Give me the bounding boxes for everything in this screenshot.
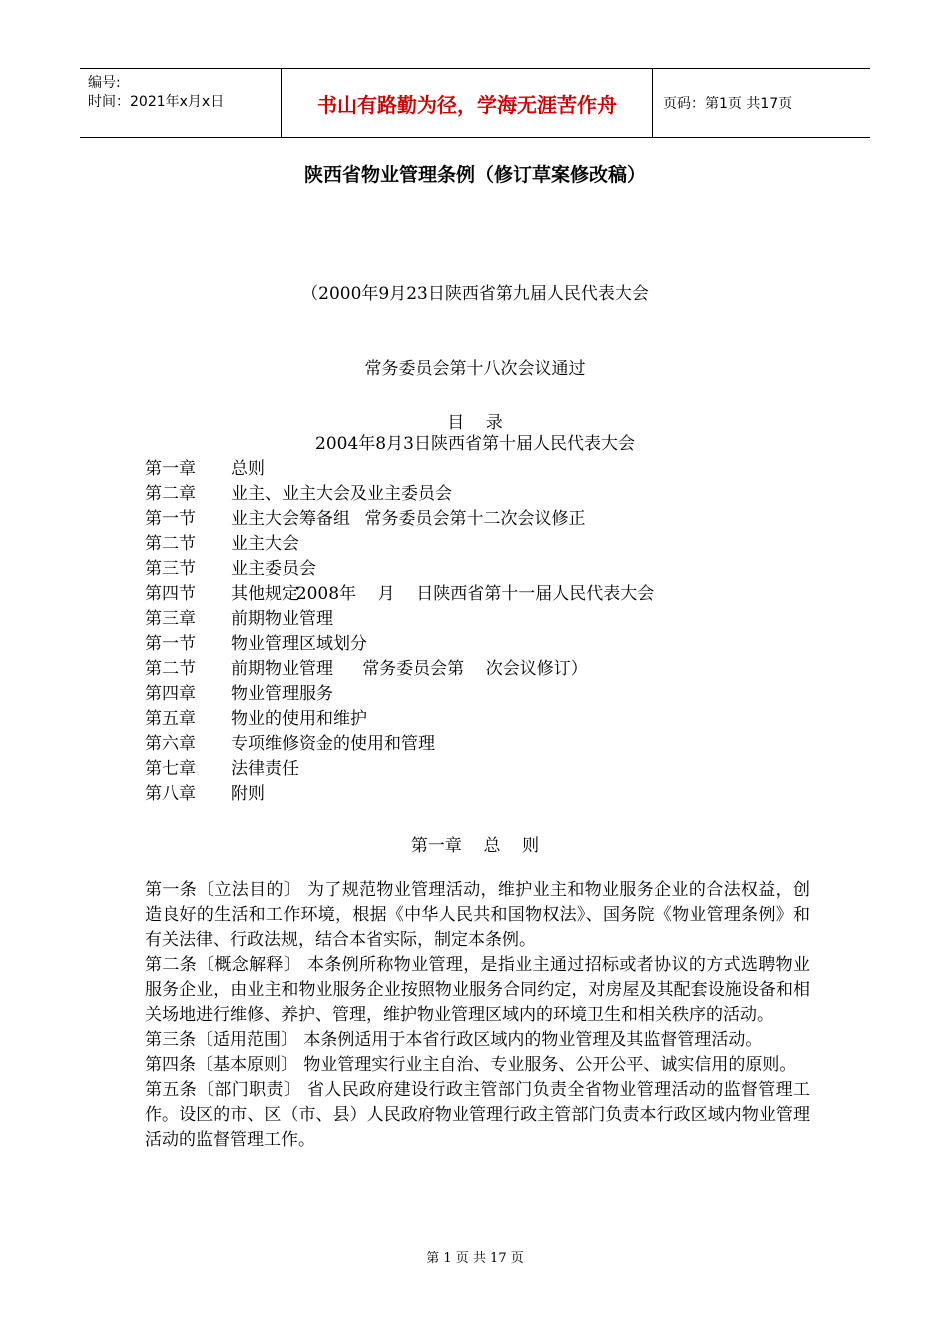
toc-item: [145, 532, 452, 557]
toc-title: 总则: [231, 459, 265, 479]
toc-item: [145, 582, 452, 607]
toc-title: 物业管理区域划分: [231, 634, 367, 654]
toc-title: 业主、业主大会及业主委员会: [231, 484, 452, 504]
page-info-cell: 页码：第1页 共17页: [663, 96, 793, 112]
article-body: [145, 878, 810, 1153]
toc-title: 物业的使用和维护: [231, 709, 367, 729]
revision-history: [0, 232, 950, 707]
toc-item: [145, 482, 452, 507]
toc-title: 其他规定: [231, 584, 299, 604]
chapter-heading: 第一章 总 则: [410, 836, 540, 856]
history-line: （2000年9月23日陕西省第九届人民代表大会: [301, 284, 649, 304]
history-line: 2004年8月3日陕西省第十届人民代表大会: [315, 434, 635, 454]
toc-item: [145, 457, 452, 482]
toc-item: [145, 682, 452, 707]
document-title: 陕西省物业管理条例（修订草案修改稿）: [303, 164, 646, 186]
toc-title: 专项维修资金的使用和管理: [231, 734, 435, 754]
history-line: 2008年 月 日陕西省第十一届人民代表大会: [295, 584, 655, 604]
toc-title: 附则: [231, 784, 265, 804]
toc-num: 第五章: [145, 709, 196, 729]
article-paragraph: 第三条〔适用范围〕 本条例适用于本省行政区域内的物业管理及其监督管理活动。: [145, 1030, 763, 1050]
toc-num: 第四章: [145, 684, 196, 704]
toc-item: [145, 632, 452, 657]
toc-num: 第三章: [145, 609, 196, 629]
motto-cell: 书山有路勤为径，学海无涯苦作舟: [281, 69, 653, 137]
toc-num: 第二章: [145, 484, 196, 504]
toc-title: 业主大会: [231, 534, 299, 554]
toc-num: 第四节: [145, 584, 196, 604]
history-line: 常务委员会第十八次会议通过: [364, 359, 586, 379]
article-paragraph: 第四条〔基本原则〕 物业管理实行业主自治、专业服务、公开公平、诚实信用的原则。: [145, 1055, 797, 1075]
page-footer: 第 1 页 共 17 页: [426, 1251, 524, 1266]
toc-num: 第三节: [145, 559, 196, 579]
toc-num: 第一节: [145, 509, 196, 529]
toc-item: [145, 732, 452, 757]
toc-num: 第二节: [145, 659, 196, 679]
toc-item: [145, 782, 452, 807]
toc-item: [145, 657, 452, 682]
toc-num: 第二节: [145, 534, 196, 554]
toc-num: 第六章: [145, 734, 196, 754]
toc-item: [145, 607, 452, 632]
toc-num: 第一章: [145, 459, 196, 479]
number-label: 编号:: [88, 75, 121, 91]
toc-item: [145, 757, 452, 782]
article-paragraph: 第五条〔部门职责〕 省人民政府建设行政主管部门负责全省物业管理活动的监督管理工作。设区的市、区（市、县）人民政府物业管理行政主管部门负责本行政区域内物业管理活动的监督管理工作。: [145, 1080, 810, 1150]
toc-heading: 目 录: [447, 413, 503, 433]
toc-item: [145, 707, 452, 732]
article-paragraph: 第二条〔概念解释〕 本条例所称物业管理，是指业主通过招标或者协议的方式选聘物业服务企业，由业主和物业服务企业按照物业服务合同约定，对房屋及其配套设施设备和相关场地进行维修、养护、管理，维护物业管理区域内的环境卫生和相关秩序的活动。: [145, 955, 810, 1025]
toc-item: [145, 557, 452, 582]
toc-num: 第八章: [145, 784, 196, 804]
toc-title: 物业管理服务: [231, 684, 333, 704]
history-line: 常务委员会第十二次会议修正: [364, 509, 586, 529]
toc-title: 前期物业管理: [231, 609, 333, 629]
toc-title: 前期物业管理: [231, 659, 333, 679]
article-paragraph: 第一条〔立法目的〕 为了规范物业管理活动，维护业主和物业服务企业的合法权益，创造良好的生活和工作环境，根据《中华人民共和国物权法》、国务院《物业管理条例》和有关法律、行政法规，结合本省实际，制定本条例。: [145, 880, 810, 950]
toc-title: 业主大会筹备组: [231, 509, 350, 529]
page-header-table: [80, 68, 870, 138]
history-line: 常务委员会第 次会议修订）: [362, 659, 588, 679]
toc-item: [145, 507, 452, 532]
toc-title: 法律责任: [231, 759, 299, 779]
toc-num: 第一节: [145, 634, 196, 654]
header-left-cell: [80, 69, 280, 137]
toc-num: 第七章: [145, 759, 196, 779]
table-of-contents: [145, 457, 452, 807]
time-label: 时间：2021年x月x日: [88, 94, 225, 110]
toc-title: 业主委员会: [231, 559, 316, 579]
